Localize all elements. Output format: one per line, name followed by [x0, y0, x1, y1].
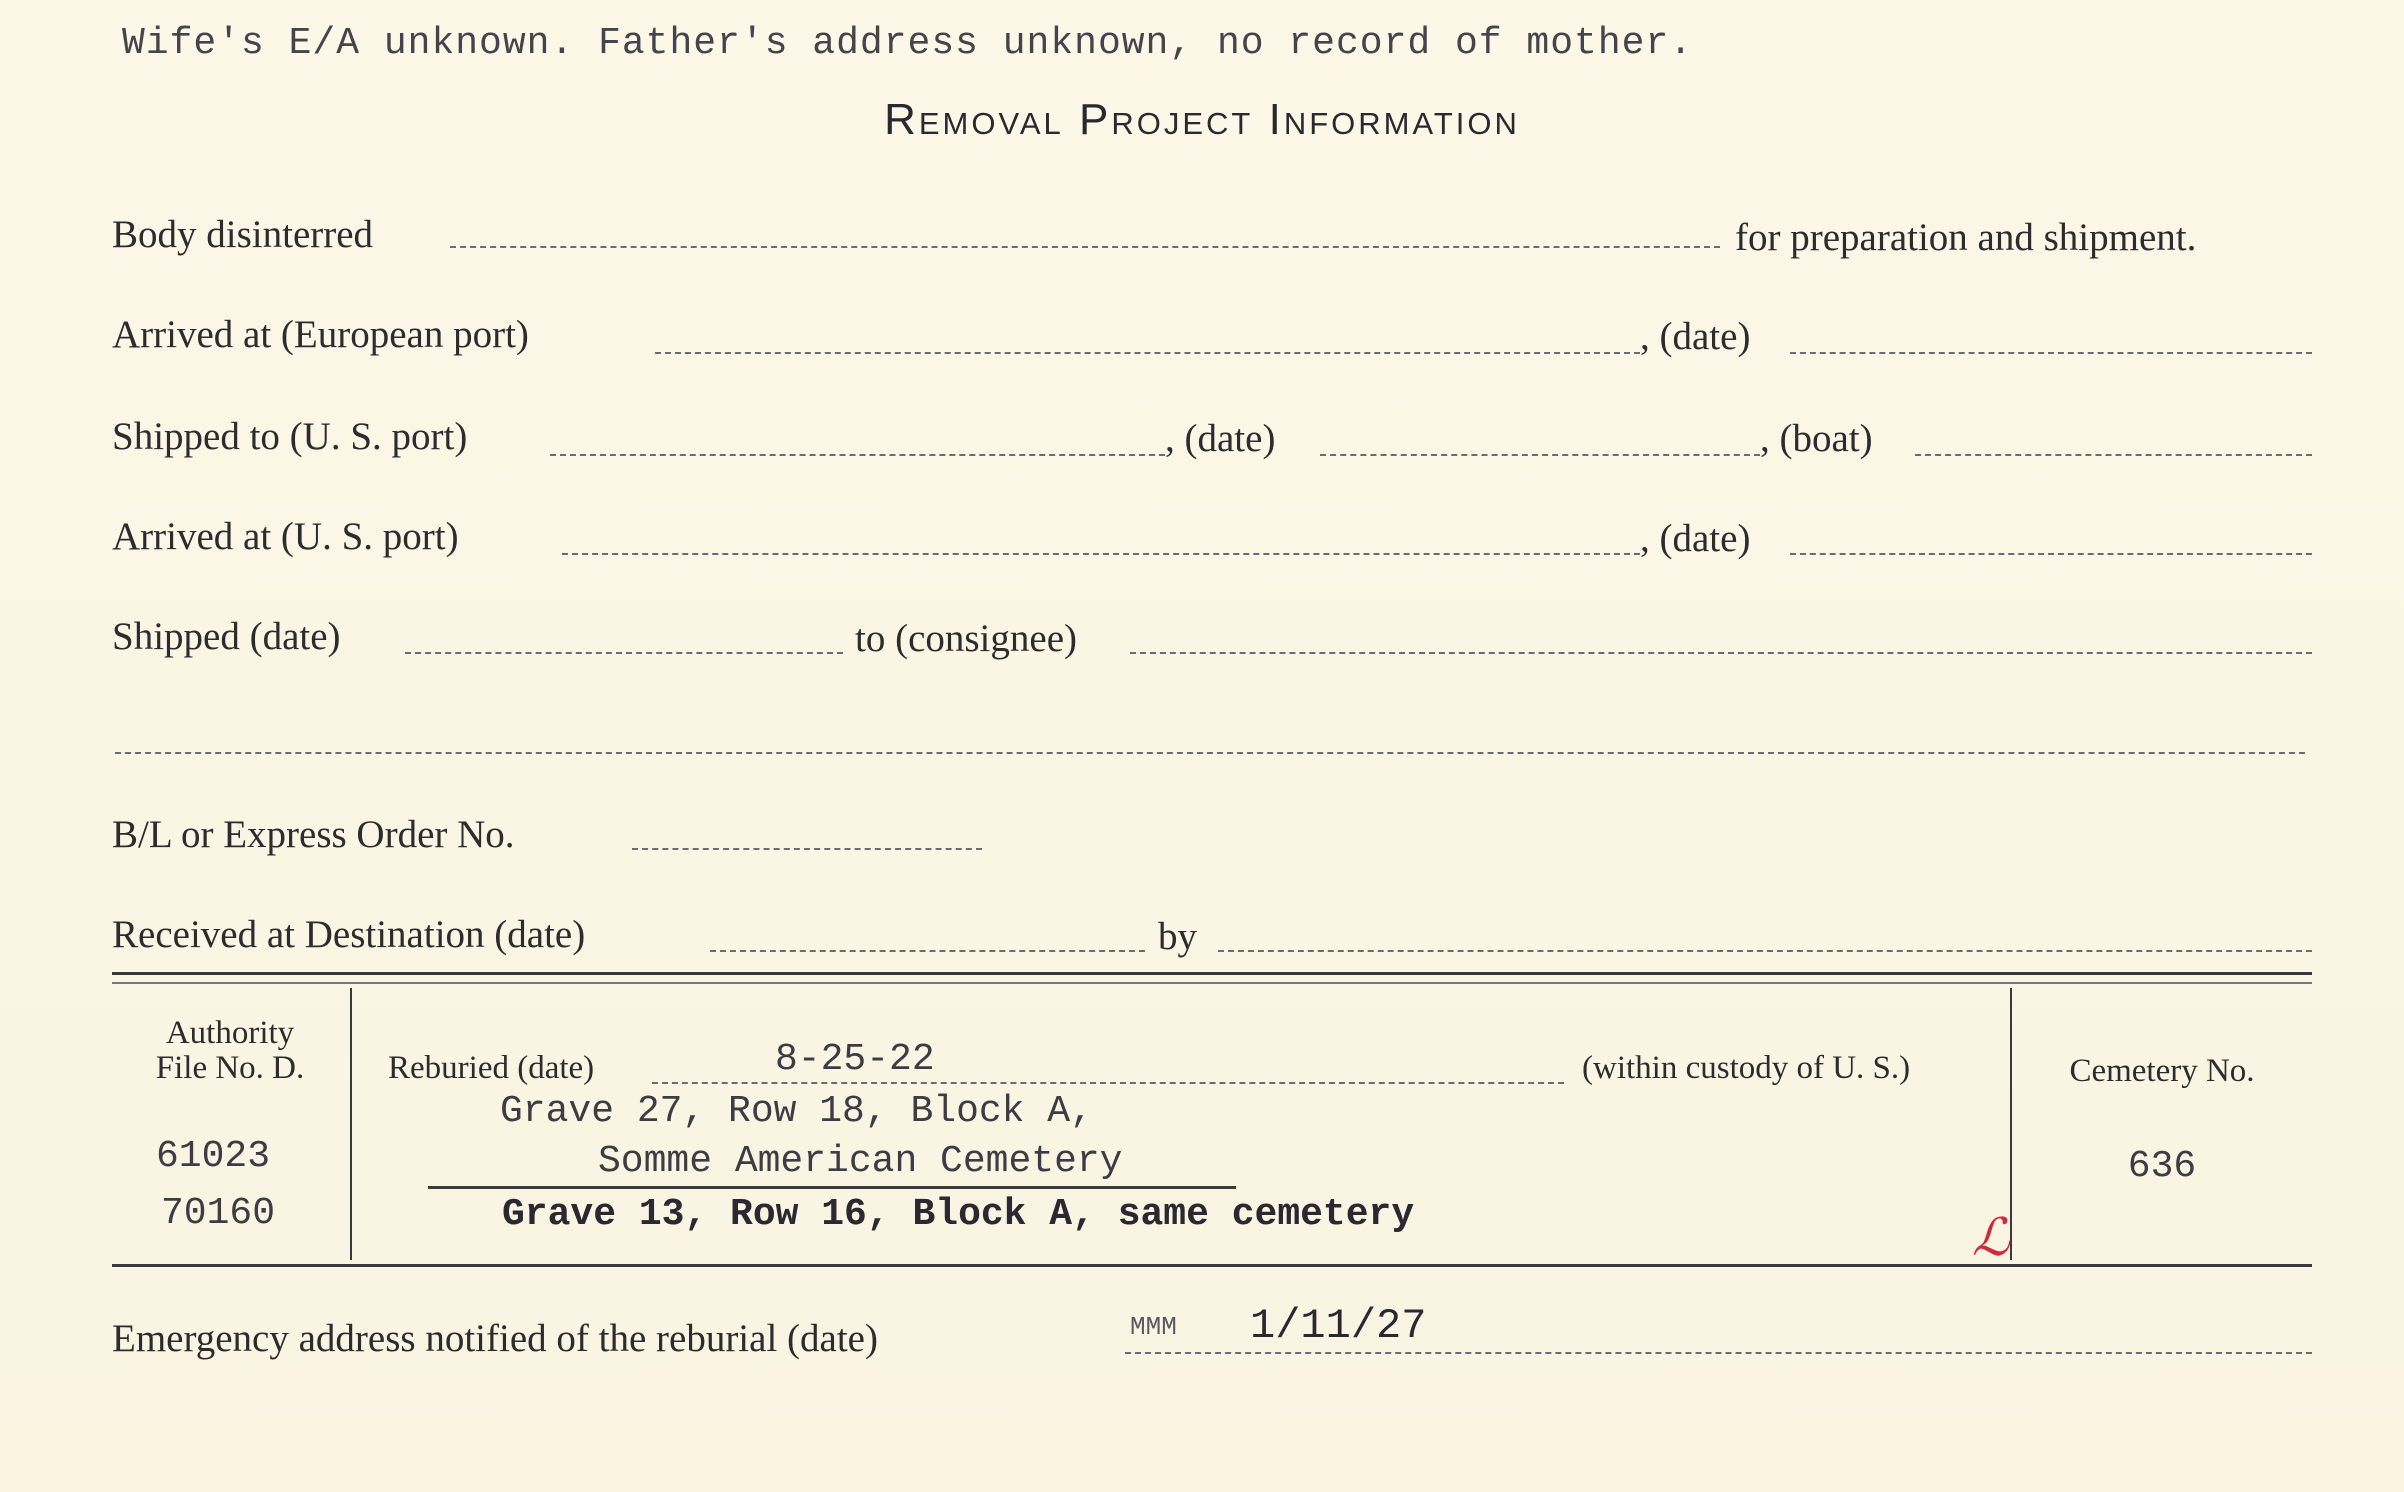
label-cemetery-no: Cemetery No.: [2069, 1053, 2255, 1089]
field-date-3: [1790, 553, 2312, 555]
box-top-rule-2: [112, 982, 2312, 984]
field-received-by: [1218, 950, 2312, 952]
label-to-consignee: to (consignee): [855, 617, 1078, 660]
box-divider-right: [2010, 988, 2012, 1260]
label-boat: , (boat): [1760, 417, 1873, 460]
label-by: by: [1158, 915, 1197, 958]
card-title: Removal Project Information: [884, 95, 1520, 144]
label-date-1: , (date): [1640, 315, 1751, 358]
label-for-preparation: for preparation and shipment.: [1735, 216, 2197, 259]
label-date-2: , (date): [1165, 417, 1276, 460]
grave-line-3: Grave 13, Row 16, Block A, same cemetery: [502, 1193, 1415, 1236]
label-shipped-us-port: Shipped to (U. S. port): [112, 415, 468, 458]
grave-line-2: Somme American Cemetery: [598, 1140, 1123, 1183]
label-date-3: , (date): [1640, 517, 1751, 560]
box-top-rule: [112, 972, 2312, 975]
cemetery-no-value: 636: [2127, 1145, 2197, 1188]
field-emergency-date: [1125, 1352, 2312, 1354]
label-arrived-european-port: Arrived at (European port): [112, 313, 529, 356]
label-custody: (within custody of U. S.): [1582, 1050, 1911, 1086]
field-date-2: [1320, 454, 1760, 456]
field-shipped-date: [405, 652, 843, 654]
field-received-date: [710, 950, 1145, 952]
field-european-port: [655, 352, 1640, 354]
field-reburied-date: [652, 1082, 1564, 1084]
label-body-disinterred: Body disinterred: [112, 213, 374, 256]
field-boat: [1915, 454, 2312, 456]
field-consignee: [1130, 652, 2312, 654]
field-body-disinterred: [450, 246, 1720, 248]
field-us-port: [550, 454, 1165, 456]
label-shipped-date: Shipped (date): [112, 615, 341, 658]
field-consignee-continued: [115, 752, 2305, 754]
label-reburied-date: Reburied (date): [388, 1050, 595, 1086]
typed-header-note: Wife's E/A unknown. Father's address unknown, no record of mother.: [122, 22, 1694, 65]
field-bl-express: [632, 848, 982, 850]
emergency-date-value: 1/11/27: [1250, 1302, 1427, 1350]
label-authority: Authority: [165, 1015, 295, 1051]
field-arrived-us-port: [562, 553, 1640, 555]
field-date-1: [1790, 352, 2312, 354]
red-check-mark: ℒ: [1972, 1208, 2010, 1268]
file-no-2: 70160: [160, 1192, 276, 1235]
label-bl-express: B/L or Express Order No.: [112, 813, 515, 856]
label-received-destination: Received at Destination (date): [112, 913, 586, 956]
grave-line-1: Grave 27, Row 18, Block A,: [500, 1090, 1093, 1133]
box-divider-left: [350, 988, 352, 1260]
label-file-no: File No. D.: [155, 1050, 305, 1086]
file-no-1: 61023: [155, 1135, 271, 1178]
grave-strike-rule: [428, 1186, 1236, 1189]
label-arrived-us-port: Arrived at (U. S. port): [112, 515, 459, 558]
reburied-date-value: 8-25-22: [775, 1038, 935, 1081]
emergency-initials: MMM: [1130, 1312, 1177, 1342]
label-emergency: Emergency address notified of the reburial (date): [112, 1317, 878, 1360]
